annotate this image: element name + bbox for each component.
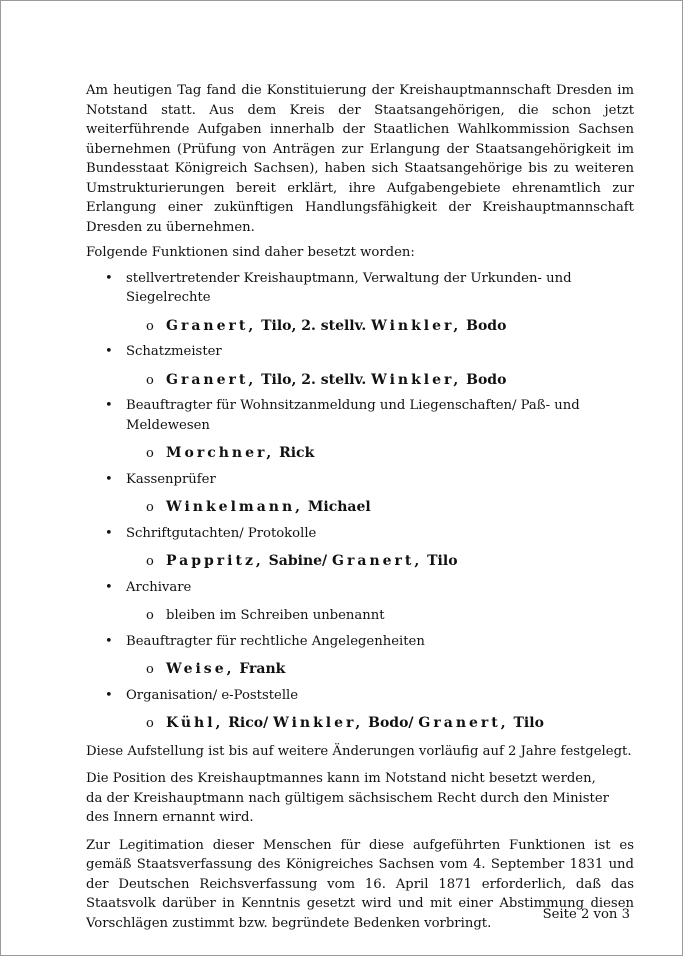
- person-name: Bodo: [461, 317, 507, 334]
- person-name: Bodo/: [363, 715, 419, 731]
- bullet-icon: •: [105, 633, 113, 649]
- role-label: Beauftragter für Wohnsitzanmeldung und Liegenschaften/ Paß- und Meldewesen: [126, 398, 580, 433]
- role-label: Organisation/ e-Poststelle: [126, 687, 299, 703]
- position-line: Die Position des Kreishauptmannes kann im Notstand nicht besetzt werden,: [86, 771, 596, 786]
- person-name: Tilo, 2. stellv.: [256, 317, 372, 334]
- person-name: Granert,: [166, 371, 257, 388]
- sub-bullet-icon: o: [146, 446, 154, 461]
- bullet-icon: •: [105, 398, 113, 413]
- role-label: Kassenprüfer: [126, 471, 216, 487]
- person-name: Kühl,: [166, 715, 224, 731]
- sub-bullet-icon: o: [146, 608, 154, 623]
- list-item: [86, 578, 634, 626]
- role-label: Schriftgutachten/ Protokolle: [126, 525, 317, 541]
- person-name: Sabine/: [263, 553, 333, 569]
- unnamed-note: bleiben im Schreiben unbenannt: [166, 608, 385, 623]
- sub-bullet-icon: o: [146, 662, 154, 677]
- bullet-icon: •: [105, 687, 113, 703]
- list-item: [86, 524, 634, 572]
- list-item: [86, 269, 634, 337]
- person-name: Winkler,: [371, 371, 462, 388]
- list-item: [86, 470, 634, 518]
- bullet-icon: •: [105, 579, 113, 595]
- person-name: Frank: [234, 661, 286, 677]
- functions-list: [86, 269, 634, 734]
- person-name: Weise,: [166, 661, 235, 677]
- bullet-icon: •: [105, 270, 113, 286]
- person-name: Rico/: [223, 715, 274, 731]
- role-label: stellvertretender Kreishauptmann, Verwaltung der Urkunden- und Siegelrechte: [126, 270, 572, 305]
- role-label: Beauftragter für rechtliche Angelegenheiten: [126, 633, 425, 649]
- person-name: Tilo: [422, 553, 458, 569]
- person-name: Winkler,: [273, 715, 364, 731]
- role-label: Schatzmeister: [126, 344, 222, 359]
- person-name: Michael: [303, 499, 371, 515]
- person-name: Granert,: [332, 553, 423, 569]
- sub-bullet-icon: o: [146, 500, 154, 515]
- list-item: [86, 342, 634, 390]
- person-name: Morchner,: [166, 445, 275, 461]
- bullet-icon: •: [105, 344, 113, 359]
- bullet-icon: •: [105, 525, 113, 541]
- legitimation-paragraph: Zur Legitimation dieser Menschen für diese aufgeführten Funktionen ist es gemäß Staatsverfassung des Königreiches Sachsen vom 4. September 1831 und der Deutschen Reichsverfassung vom 16. April 1871 erforderlich, daß das Staatsvolk darüber in Kenntnis gesetzt wird und mit einer Abstimmung diesen Vorschlägen zustimmt bzw. begründete Bedenken vorbringt.: [86, 837, 634, 931]
- page-number: Seite 2 von 3: [542, 907, 630, 922]
- position-line: da der Kreishauptmann nach gültigem sächsischem Recht durch den Minister des Innern ernannt wird.: [86, 790, 609, 825]
- list-item: [86, 396, 634, 464]
- person-name: Winkelmann,: [166, 499, 304, 515]
- sub-bullet-icon: o: [146, 554, 154, 569]
- position-paragraph: [86, 769, 634, 828]
- sub-bullet-icon: o: [146, 318, 154, 334]
- document-body: [86, 81, 634, 933]
- sub-bullet-icon: o: [146, 716, 154, 731]
- person-name: Winkler,: [371, 317, 462, 334]
- person-name: Granert,: [166, 317, 257, 334]
- list-item: [86, 686, 634, 734]
- functions-heading: Folgende Funktionen sind daher besetzt worden:: [86, 245, 415, 260]
- person-name: Granert,: [418, 715, 509, 731]
- intro-paragraph: Am heutigen Tag fand die Konstituierung der Kreishauptmannschaft Dresden im Notstand statt. Aus dem Kreis der Staatsangehörigen, die schon jetzt weiterführende Aufgaben innerhalb der Staatlichen Wahlkommission Sachsen übernehmen (Prüfung von Anträgen zur Erlangung der Staatsangehörigkeit im Bundesstaat Königreich Sachsen), haben sich Staatsangehörige bis zu weiteren Umstrukturierungen bereit erklärt, ihre Aufgabengebiete ehrenamtlich zur Erlangung einer zukünftigen Handlungsfähigkeit der Kreishauptmannschaft Dresden zu übernehmen.: [86, 83, 634, 235]
- list-item: [86, 632, 634, 680]
- person-name: Tilo: [508, 715, 544, 731]
- bullet-icon: •: [105, 471, 113, 487]
- validity-paragraph: Diese Aufstellung ist bis auf weitere Änderungen vorläufig auf 2 Jahre festgelegt.: [86, 743, 632, 759]
- role-label: Archivare: [126, 579, 192, 595]
- person-name: Pappritz,: [166, 553, 264, 569]
- person-name: Rick: [274, 445, 315, 461]
- person-name: Bodo: [461, 371, 507, 388]
- sub-bullet-icon: o: [146, 372, 154, 388]
- person-name: Tilo, 2. stellv.: [256, 371, 372, 388]
